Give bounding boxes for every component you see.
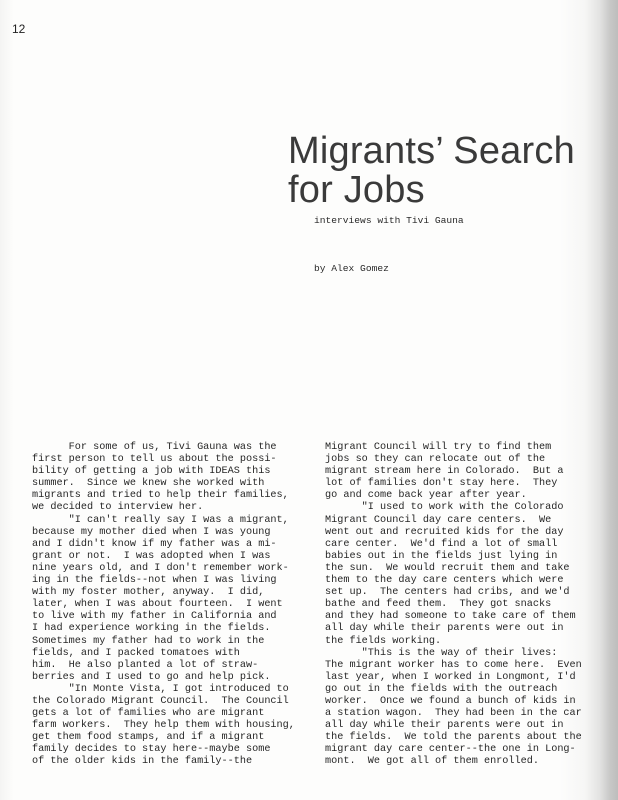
body-text-line: set up. The centers had cribs, and we'd [325, 587, 570, 599]
body-text-line: because my mother died when I was young [32, 526, 271, 538]
body-text-line: bathe and feed them. They got snacks [325, 599, 552, 611]
body-text-line: of the older kids in the family--the [32, 756, 253, 768]
body-text-line: Migrant Council day care centers. We [325, 514, 552, 526]
body-text-line: fields, and I packed tomatoes with [32, 647, 240, 659]
body-text-line: the fields working. [325, 635, 442, 647]
body-text-line: babies out in the fields just lying in [325, 550, 558, 562]
body-text-line: later, when I was about fourteen. I went [32, 599, 283, 611]
body-text-line: grant or not. I was adopted when I was [32, 550, 271, 562]
article-subtitle: interviews with Tivi Gauna [314, 215, 464, 226]
body-text-line: "I can't really say I was a migrant, [32, 514, 289, 526]
body-text-line: care center. We'd find a lot of small [325, 538, 558, 550]
body-text-line: all day while their parents were out in [325, 623, 564, 635]
body-text-line: berries and I used to go and help pick. [32, 671, 271, 683]
body-text-line: mont. We got all of them enrolled. [325, 756, 539, 768]
body-column-right [325, 442, 582, 769]
body-text-line: we decided to interview her. [32, 502, 204, 514]
body-text-line: "In Monte Vista, I got introduced to [32, 683, 289, 695]
article-byline: by Alex Gomez [314, 263, 389, 274]
body-text-line: farm workers. They help them with housing, [32, 720, 295, 732]
body-column-left [32, 442, 295, 769]
body-text-line: "This is the way of their lives: [325, 647, 558, 659]
body-text-line: lot of families don't stay here. They [325, 478, 558, 490]
body-text-line: go and come back year after year. [325, 490, 527, 502]
body-text-line: bility of getting a job with IDEAS this [32, 466, 271, 478]
body-text-line: him. He also planted a lot of straw- [32, 659, 259, 671]
body-text-line: and I didn't know if my father was a mi- [32, 538, 277, 550]
article-title-line-2: for Jobs [288, 169, 425, 211]
body-text-line: worker. Once we found a bunch of kids in [325, 695, 576, 707]
body-text-line: a station wagon. They had been in the car [325, 708, 582, 720]
body-text-line: go out in the fields with the outreach [325, 683, 558, 695]
body-text-line: The migrant worker has to come here. Even [325, 659, 582, 671]
body-text-line: the sun. We would recruit them and take [325, 562, 570, 574]
body-text-line: gets a lot of families who are migrant [32, 708, 265, 720]
body-text-line: the Colorado Migrant Council. The Council [32, 695, 289, 707]
body-text-line: to live with my father in California and [32, 611, 277, 623]
body-text-line: nine years old, and I don't remember work- [32, 562, 289, 574]
body-text-line: last year, when I worked in Longmont, I'd [325, 671, 576, 683]
page-number: 12 [12, 22, 26, 36]
body-text-line: Migrant Council will try to find them [325, 442, 552, 453]
body-text-line: "I used to work with the Colorado [325, 502, 564, 514]
article-title [288, 132, 575, 210]
body-text-line: them to the day care centers which were [325, 575, 564, 587]
body-text-line: with my foster mother, anyway. I did, [32, 587, 265, 599]
body-text-line: I had experience working in the fields. [32, 623, 271, 635]
body-text-line: the fields. We told the parents about the [325, 732, 582, 744]
body-text-line: went out and recruited kids for the day [325, 526, 564, 538]
body-text-line: jobs so they can relocate out of the [325, 454, 546, 466]
body-text-line: For some of us, Tivi Gauna was the [32, 442, 277, 453]
body-text-line: Sometimes my father had to work in the [32, 635, 265, 647]
body-text-line: migrants and tried to help their families, [32, 490, 289, 502]
body-text-line: migrant day care center--the one in Long- [325, 744, 576, 756]
body-text-line: migrant stream here in Colorado. But a [325, 466, 564, 478]
body-text-line: family decides to stay here--maybe some [32, 744, 271, 756]
body-text-line: summer. Since we knew she worked with [32, 478, 265, 490]
body-text-line: get them food stamps, and if a migrant [32, 732, 265, 744]
body-text-line: all day while their parents were out in [325, 720, 564, 732]
body-text-line: and they had someone to take care of them [325, 611, 576, 623]
body-text-line: first person to tell us about the possi- [32, 454, 277, 466]
article-title-line-1: Migrants’ Search [288, 130, 575, 172]
body-text-line: ing in the fields--not when I was living [32, 575, 277, 587]
